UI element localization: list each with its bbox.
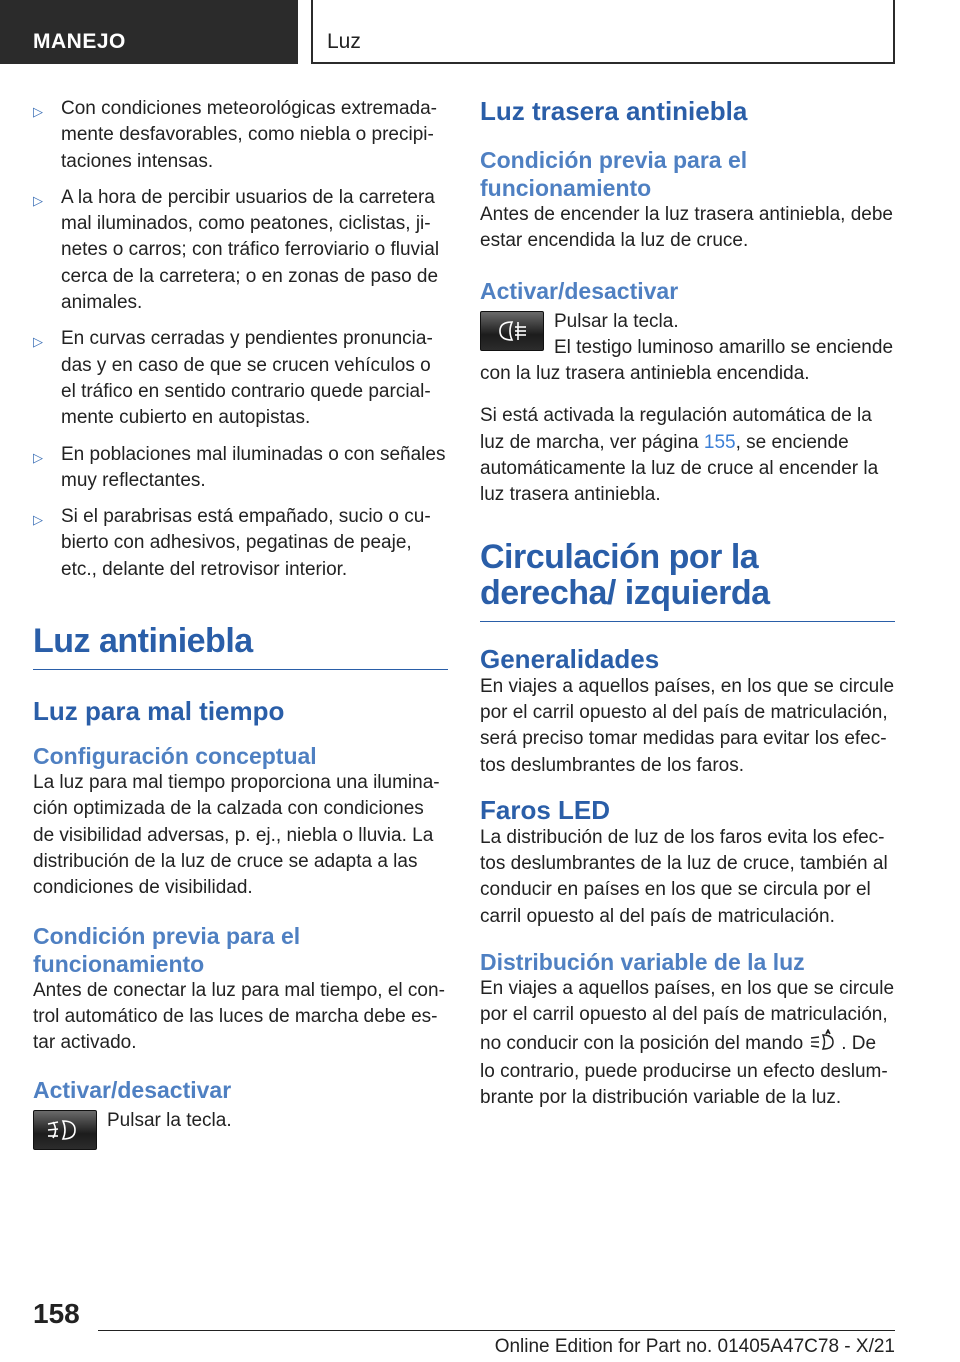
- variable-paragraph: En viajes a aquellos países, en los que se circule por el carril opuesto al del país de matriculación, no conducir con la posición del mando . De lo contrario, puede producirse un efecto deslumbrante por la distribución variable de la luz.: [480, 978, 895, 1109]
- list-item: ▷ En poblaciones mal iluminadas o con señales muy reflectantes.: [33, 443, 446, 491]
- auto-headlight-icon: [807, 1029, 837, 1059]
- right-column: [480, 96, 895, 1112]
- header-section-tab: [0, 0, 298, 64]
- fog-light-icon: [45, 1117, 85, 1143]
- rear-fog-light-icon: [494, 319, 530, 343]
- subsection-title-bad-weather-light: Luz para mal tiempo: [33, 696, 285, 727]
- heading-toggle: Activar/desactivar: [33, 1077, 232, 1104]
- header-chapter-tab: [311, 0, 895, 64]
- left-column: [33, 96, 448, 1154]
- heading-prerequisite: Condición previa para el funcionamiento: [33, 922, 301, 977]
- triangle-bullet-icon: ▷: [33, 192, 43, 208]
- heading-variable-light-distribution: Distribución variable de la luz: [480, 949, 805, 976]
- list-item: ▷ Si el parabrisas está empañado, sucio o cubierto con adhesivos, pegatinas de peaje, etc., delante del retrovisor interior.: [33, 506, 431, 580]
- rear-toggle-paragraph-1: Pulsar la tecla.: [554, 310, 679, 332]
- list-item: ▷ En curvas cerradas y pendientes pronunciadas y en caso de que se crucen vehículos o el tráfico en sentido contrario quede parcialmente cubierto en autopistas.: [33, 328, 433, 429]
- triangle-bullet-icon: ▷: [33, 104, 43, 119]
- rear-toggle-paragraph-2: El testigo luminoso amarillo se enciende con la luz trasera antiniebla encendida.: [480, 336, 894, 385]
- subsection-title-led-headlights: Faros LED: [480, 794, 611, 825]
- header-section-label: MANEJO: [33, 30, 126, 53]
- header-chapter-label: Luz: [327, 30, 361, 53]
- page-number: 158: [33, 1298, 80, 1329]
- heading-rear-toggle: Activar/desactivar: [480, 277, 679, 304]
- list-item: ▷ A la hora de percibir usuarios de la carretera mal iluminados, como peatones, ciclistas, jinetes o carros; con tráfico ferroviario o fluvial cerca de la carretera; o en zonas de paso de animales.: [33, 186, 440, 314]
- page-link-155[interactable]: 155: [703, 431, 736, 453]
- subsection-title-general: Generalidades: [480, 643, 660, 674]
- triangle-bullet-icon: ▷: [33, 512, 43, 528]
- section-title-fog-lights: Luz antiniebla: [33, 623, 448, 670]
- section-title-rear-fog-light: Luz trasera antiniebla: [480, 96, 748, 126]
- footer-divider: [98, 1330, 895, 1331]
- conditions-list: [33, 96, 448, 583]
- rear-prerequisite-paragraph: Antes de encender la luz trasera antiniebla, debe estar encendida la luz de cruce.: [480, 204, 893, 252]
- triangle-bullet-icon: ▷: [33, 334, 43, 350]
- footer-edition: Online Edition for Part no. 01405A47C78 - X/21: [494, 1336, 895, 1357]
- general-paragraph: En viajes a aquellos países, en los que se circule por el carril opuesto al del país de matriculación, será preciso tomar medidas para evitar los efectos deslumbrantes de los faros.: [480, 675, 895, 776]
- fog-light-button-image: [33, 1110, 97, 1150]
- prerequisite-paragraph: Antes de conectar la luz para mal tiempo, el control automático de las luces de marcha debe estar activado.: [33, 979, 445, 1054]
- triangle-bullet-icon: ▷: [33, 449, 43, 465]
- toggle-paragraph: Pulsar la tecla.: [107, 1110, 232, 1132]
- rear-fog-light-button-image: [480, 311, 544, 351]
- led-paragraph: La distribución de luz de los faros evita los efectos deslumbrantes de la luz de cruce, también al conducir en países en los que se circula por el carril opuesto al del país de matriculación.: [480, 826, 888, 927]
- auto-control-paragraph: Si está activada la regulación automática de la luz de marcha, ver página 155, se enciende automáticamente la luz de cruce al encender la luz trasera antiniebla.: [480, 405, 879, 506]
- heading-concept: Configuración conceptual: [33, 743, 317, 770]
- concept-paragraph: La luz para mal tiempo proporciona una iluminación optimizada de la calzada con condiciones de visibilidad adversas, p. ej., niebla o lluvia. La distribución de la luz de cruce se adapta a las condiciones de visibilidad.: [33, 772, 440, 899]
- heading-rear-prerequisite: Condición previa para el funcionamiento: [480, 147, 748, 201]
- list-item: ▷ Con condiciones meteorológicas extremadamente desfavorables, como niebla o precipitaciones intensas.: [33, 98, 437, 172]
- section-title-driving-side: Circulación por la derecha/ izquierda: [480, 539, 895, 622]
